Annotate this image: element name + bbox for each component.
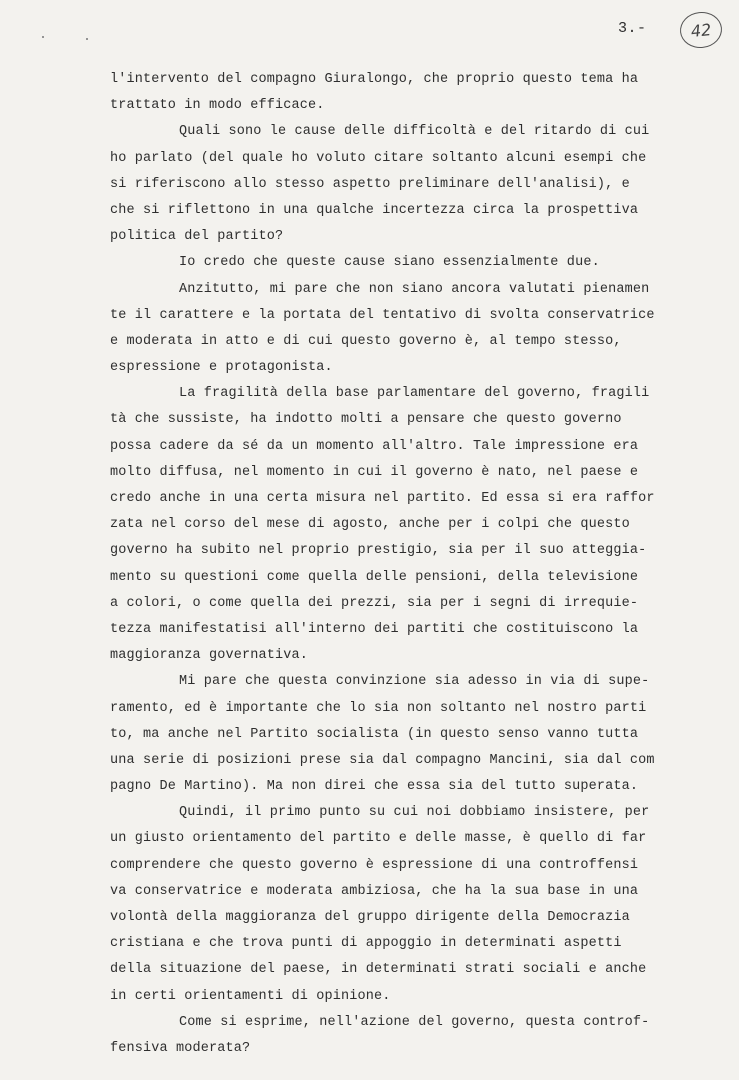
paper-speck: [86, 38, 88, 40]
text-line: tezza manifestatisi all'interno dei partiti che costituiscono la: [110, 621, 639, 637]
text-line: credo anche in una certa misura nel partito. Ed essa si era raffor: [110, 491, 655, 506]
text-line: Quindi, il primo punto su cui noi dobbiamo insistere, per: [179, 805, 650, 821]
text-line: Io credo che queste cause siano essenzialmente due.: [179, 255, 600, 271]
text-line: mento su questioni come quella delle pensioni, della televisione: [110, 569, 639, 585]
text-line: Anzitutto, mi pare che non siano ancora valutati pienamen: [179, 281, 650, 297]
text-line: si riferiscono allo stesso aspetto preliminare dell'analisi), e: [110, 176, 630, 192]
text-line: una serie di posizioni prese sia dal compagno Mancini, sia dal com: [110, 752, 655, 768]
text-line: Quali sono le cause delle difficoltà e del ritardo di cui: [179, 124, 650, 140]
text-line: maggioranza governativa.: [110, 648, 309, 664]
text-line: molto diffusa, nel momento in cui il governo è nato, nel paese e: [110, 464, 639, 480]
text-line: governo ha subito nel proprio prestigio, sia per il suo atteggia-: [110, 543, 647, 559]
text-line: zata nel corso del mese di agosto, anche per i colpi che questo: [110, 517, 630, 533]
text-line: a colori, o come quella dei prezzi, sia per i segni di irrequie-: [110, 595, 639, 611]
paper-speck: [42, 36, 44, 38]
text-line: pagno De Martino). Ma non direi che essa sia del tutto superata.: [110, 779, 639, 795]
text-line: espressione e protagonista.: [110, 360, 333, 376]
text-line: un giusto orientamento del partito e delle masse, è quello di far: [110, 831, 647, 847]
text-line: va conservatrice e moderata ambiziosa, che ha la sua base in una: [110, 883, 639, 899]
text-line: La fragilità della base parlamentare del governo, fragili: [179, 386, 650, 402]
archive-number-stamp: 42: [678, 10, 724, 50]
text-line: tà che sussiste, ha indotto molti a pensare che questo governo: [110, 412, 622, 428]
text-line: te il carattere e la portata del tentativo di svolta conservatrice: [110, 307, 655, 323]
text-line: Mi pare che questa convinzione sia adesso in via di supe-: [179, 674, 650, 690]
text-line: cristiana e che trova punti di appoggio in determinati aspetti: [110, 936, 622, 952]
text-line: Come si esprime, nell'azione del governo, questa controf-: [179, 1014, 650, 1030]
text-line: possa cadere da sé da un momento all'altro. Tale impressione era: [110, 438, 639, 454]
body-text: [110, 67, 710, 1062]
text-line: ramento, ed è importante che lo sia non soltanto nel nostro parti: [110, 700, 647, 716]
text-line: che si riflettono in una qualche incertezza circa la prospettiva: [110, 202, 639, 218]
page-number: 3.-: [618, 20, 647, 37]
text-line: politica del partito?: [110, 229, 284, 245]
text-line: e moderata in atto e di cui questo governo è, al tempo stesso,: [110, 333, 622, 349]
text-line: trattato in modo efficace.: [110, 98, 325, 114]
text-line: fensiva moderata?: [110, 1040, 251, 1056]
text-line: comprendere che questo governo è espressione di una controffensi: [110, 857, 639, 873]
text-line: to, ma anche nel Partito socialista (in questo senso vanno tutta: [110, 726, 639, 742]
text-line: ho parlato (del quale ho voluto citare soltanto alcuni esempi che: [110, 150, 647, 166]
text-line: l'intervento del compagno Giuralongo, che proprio questo tema ha: [110, 72, 639, 87]
text-line: in certi orientamenti di opinione.: [110, 988, 391, 1004]
text-line: volontà della maggioranza del gruppo dirigente della Democrazia: [110, 910, 630, 925]
text-line: della situazione del paese, in determinati strati sociali e anche: [110, 962, 647, 978]
